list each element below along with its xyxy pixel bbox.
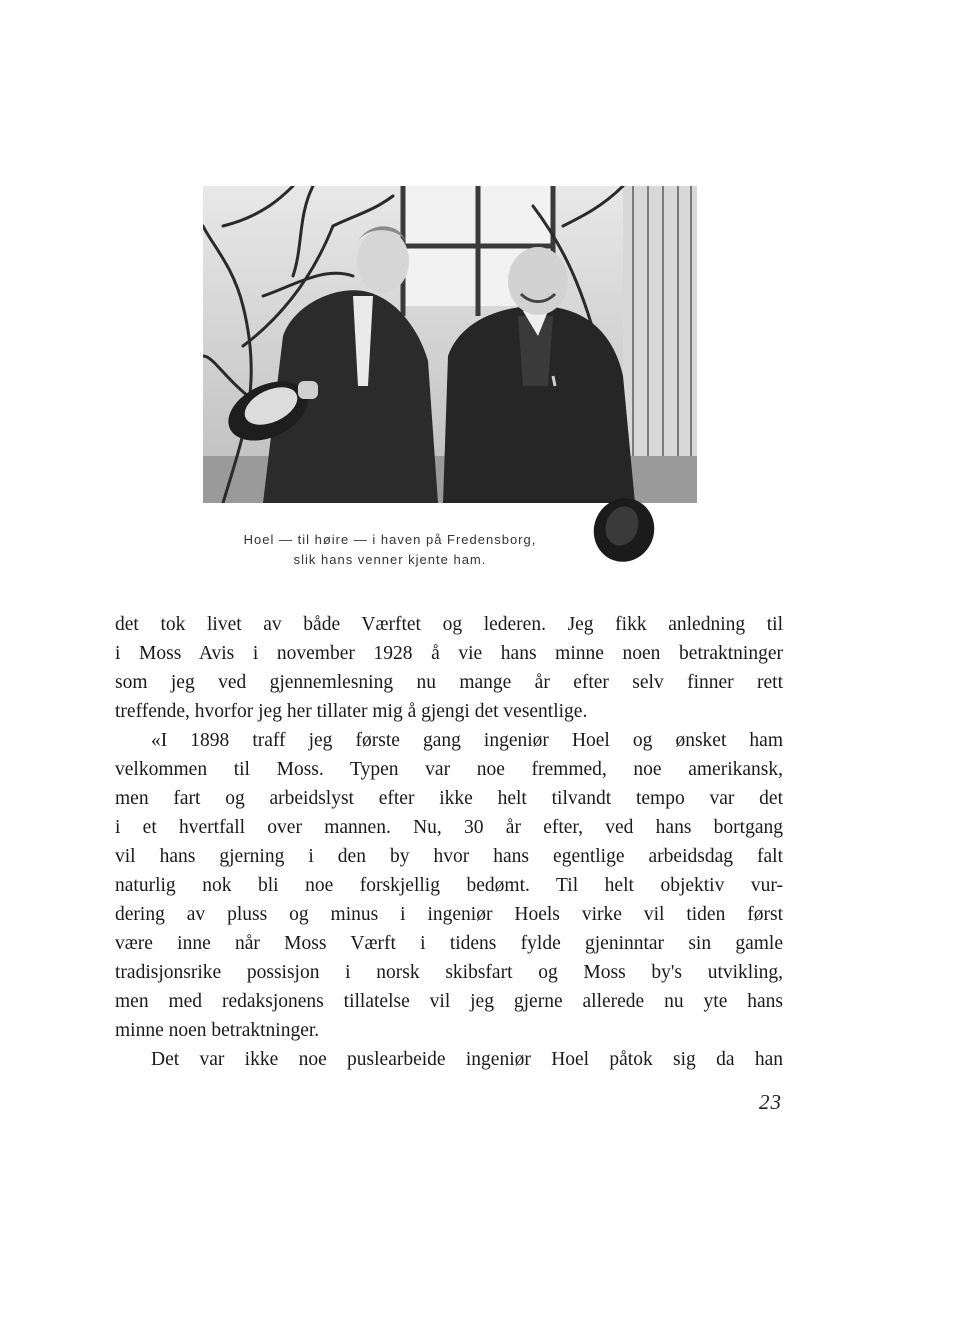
text-line: treffende, hvorfor jeg her tillater mig å gjengi det vesentlige. bbox=[115, 701, 588, 722]
photo-caption bbox=[200, 530, 580, 570]
photo-image bbox=[203, 186, 697, 503]
text-line: som jeg ved gjennemlesning nu mange år efter selv finner rett bbox=[115, 672, 783, 693]
bowler-hat-image bbox=[592, 484, 656, 574]
body-text bbox=[115, 610, 783, 1074]
text-line: tradisjonsrike possisjon i norsk skibsfart og Moss by's utvikling, bbox=[115, 962, 783, 983]
page-number: 23 bbox=[759, 1090, 782, 1114]
photograph bbox=[203, 186, 697, 503]
text-line: i et hvertfall over mannen. Nu, 30 år efter, ved hans bortgang bbox=[115, 817, 783, 838]
caption-line-2: slik hans venner kjente ham. bbox=[293, 552, 487, 567]
text-line: velkommen til Moss. Typen var noe fremmed, noe amerikansk, bbox=[115, 759, 783, 780]
text-line: Det var ikke noe puslearbeide ingeniør Hoel påtok sig da han bbox=[151, 1049, 783, 1070]
text-line: minne noen betraktninger. bbox=[115, 1020, 320, 1041]
text-line: det tok livet av både Værftet og lederen. Jeg fikk anledning til bbox=[115, 614, 783, 635]
text-line: men med redaksjonens tillatelse vil jeg gjerne allerede nu yte hans bbox=[115, 991, 783, 1012]
text-line: dering av pluss og minus i ingeniør Hoels virke vil tiden først bbox=[115, 904, 783, 925]
text-line: «I 1898 traff jeg første gang ingeniør Hoel og ønsket ham bbox=[151, 730, 783, 751]
text-line: men fart og arbeidslyst efter ikke helt tilvandt tempo var det bbox=[115, 788, 783, 809]
text-line: være inne når Moss Værft i tidens fylde gjeninntar sin gamle bbox=[115, 933, 783, 954]
text-line: i Moss Avis i november 1928 å vie hans minne noen betraktninger bbox=[115, 643, 783, 664]
text-line: vil hans gjerning i den by hvor hans egentlige arbeidsdag falt bbox=[115, 846, 783, 867]
text-line: naturlig nok bli noe forskjellig bedømt. Til helt objektiv vur- bbox=[115, 875, 783, 896]
caption-line-1: Hoel — til høire — i haven på Fredensborg, bbox=[243, 532, 537, 547]
